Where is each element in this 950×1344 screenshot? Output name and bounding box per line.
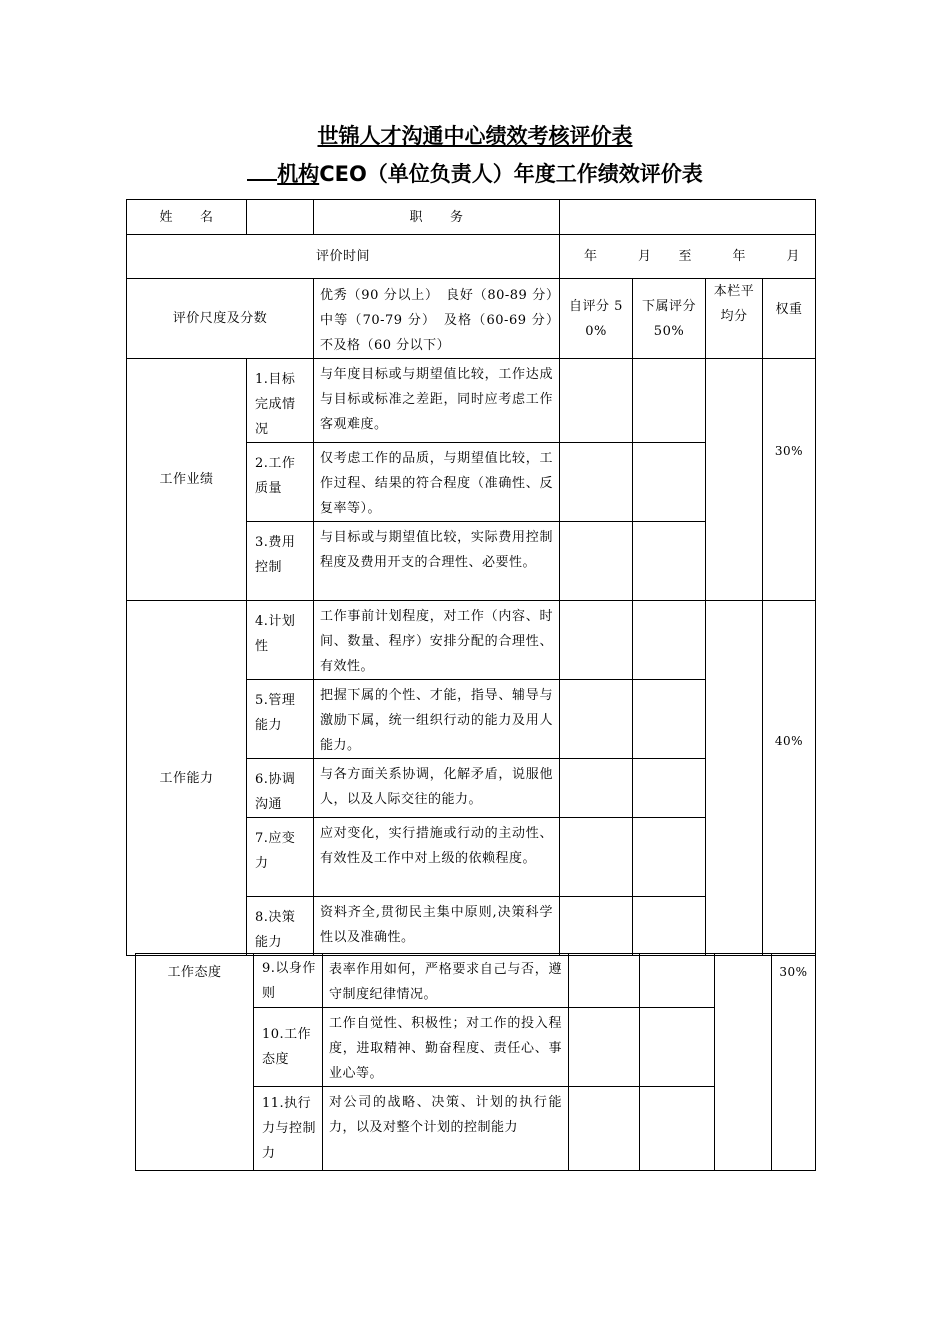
section-name: 工作业绩 xyxy=(127,359,247,601)
item-desc: 表率作用如何，严格要求自己与否，遵守制度纪律情况。 xyxy=(323,954,569,1008)
section-name: 工作态度 xyxy=(136,954,254,1171)
scale-text: 优秀（90 分以上） 良好（80-89 分） 中等（70-79 分） 及格（60-69 分） 不及格（60 分以下） xyxy=(314,279,560,359)
item-desc: 与各方面关系协调，化解矛盾，说服他人，以及人际交往的能力。 xyxy=(314,759,560,818)
self-score-cell[interactable] xyxy=(560,759,633,818)
name-label: 姓 名 xyxy=(127,200,247,235)
subtitle-prefix: 机构 xyxy=(277,162,320,186)
eval-time-label: 评价时间 xyxy=(127,235,560,279)
self-score-cell[interactable] xyxy=(560,443,633,522)
sub-score-cell[interactable] xyxy=(640,1087,715,1171)
self-score-cell[interactable] xyxy=(560,818,633,897)
sub-score-cell[interactable] xyxy=(633,818,706,897)
scale-label: 评价尺度及分数 xyxy=(127,279,314,359)
item-desc: 工作事前计划程度，对工作（内容、时间、数量、程序）安排分配的合理性、有效性。 xyxy=(314,601,560,680)
sub-score-cell[interactable] xyxy=(633,522,706,601)
self-score-cell[interactable] xyxy=(560,680,633,759)
sub-score-cell[interactable] xyxy=(633,759,706,818)
item-label: 5.管理能力 xyxy=(247,680,314,759)
sub-score-header: 下属评分 50% xyxy=(633,279,706,359)
sub-score-cell[interactable] xyxy=(633,359,706,443)
avg-score-header: 本栏平均分 xyxy=(706,279,763,359)
sub-score-cell[interactable] xyxy=(640,954,715,1008)
item-desc: 把握下属的个性、才能，指导、辅导与激励下属，统一组织行动的能力及用人能力。 xyxy=(314,680,560,759)
item-desc: 与年度目标或与期望值比较，工作达成与目标或标准之差距，同时应考虑工作客观难度。 xyxy=(314,359,560,443)
section-weight: 30% xyxy=(763,359,816,601)
item-label: 2.工作质量 xyxy=(247,443,314,522)
weight-header: 权重 xyxy=(763,279,816,359)
eval-date-range[interactable]: 年 月 至 年 月 xyxy=(560,235,816,279)
section-name: 工作能力 xyxy=(127,601,247,956)
item-label: 9.以身作则 xyxy=(254,954,323,1008)
item-desc: 仅考虑工作的品质，与期望值比较，工作过程、结果的符合程度（准确性、反复率等）。 xyxy=(314,443,560,522)
item-desc: 对公司的战略、决策、计划的执行能力，以及对整个计划的控制能力 xyxy=(323,1087,569,1171)
avg-score-cell[interactable] xyxy=(715,954,772,1171)
item-label: 8.决策能力 xyxy=(247,897,314,956)
item-label: 10.工作态度 xyxy=(254,1008,323,1087)
item-label: 7.应变力 xyxy=(247,818,314,897)
document-subtitle xyxy=(0,158,950,188)
item-label: 6.协调沟通 xyxy=(247,759,314,818)
self-score-cell[interactable] xyxy=(569,1087,640,1171)
self-score-cell[interactable] xyxy=(569,1008,640,1087)
sub-score-cell[interactable] xyxy=(633,601,706,680)
document-title: 世锦人才沟通中心绩效考核评价表 xyxy=(317,124,633,148)
sub-score-cell[interactable] xyxy=(633,897,706,956)
sub-score-cell[interactable] xyxy=(640,1008,715,1087)
item-desc: 与目标或与期望值比较，实际费用控制程度及费用开支的合理性、必要性。 xyxy=(314,522,560,601)
self-score-cell[interactable] xyxy=(560,522,633,601)
evaluation-table-main xyxy=(126,199,816,956)
item-label: 3.费用控制 xyxy=(247,522,314,601)
section-weight: 40% xyxy=(763,601,816,956)
name-value[interactable] xyxy=(247,200,314,235)
avg-score-cell[interactable] xyxy=(706,601,763,956)
self-score-cell[interactable] xyxy=(560,359,633,443)
item-label: 4.计划性 xyxy=(247,601,314,680)
position-label: 职 务 xyxy=(314,200,560,235)
sub-score-cell[interactable] xyxy=(633,680,706,759)
position-value[interactable] xyxy=(560,200,816,235)
evaluation-table-attitude xyxy=(135,953,816,1171)
item-desc: 应对变化，实行措施或行动的主动性、有效性及工作中对上级的依赖程度。 xyxy=(314,818,560,897)
item-label: 11.执行力与控制力 xyxy=(254,1087,323,1171)
sub-score-cell[interactable] xyxy=(633,443,706,522)
self-score-cell[interactable] xyxy=(569,954,640,1008)
item-desc: 资料齐全,贯彻民主集中原则,决策科学性以及准确性。 xyxy=(314,897,560,956)
avg-score-cell[interactable] xyxy=(706,359,763,601)
section-weight: 30% xyxy=(772,954,816,1171)
self-score-cell[interactable] xyxy=(560,601,633,680)
subtitle-rest: CEO（单位负责人）年度工作绩效评价表 xyxy=(319,162,703,186)
self-score-header: 自评分 50% xyxy=(560,279,633,359)
item-label: 1.目标完成情况 xyxy=(247,359,314,443)
self-score-cell[interactable] xyxy=(560,897,633,956)
item-desc: 工作自觉性、积极性；对工作的投入程度，进取精神、勤奋程度、责任心、事业心等。 xyxy=(323,1008,569,1087)
